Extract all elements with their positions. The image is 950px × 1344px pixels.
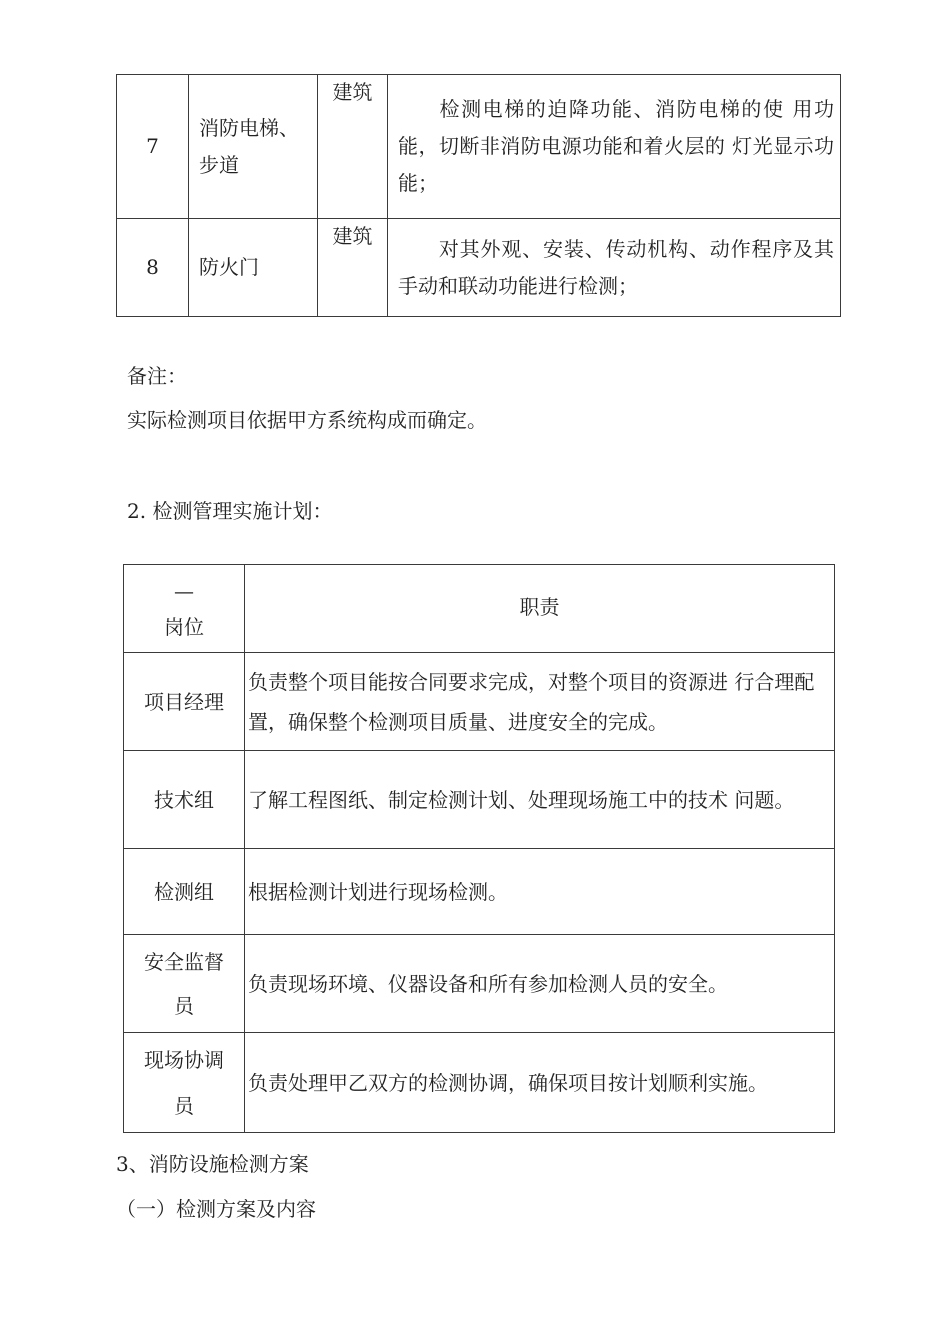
- role-line: 技术组: [154, 787, 214, 812]
- role-cell: [124, 653, 245, 751]
- item-name-line: 消防电梯、: [199, 115, 299, 140]
- section-3-title: 3、消防设施检测方案: [116, 1152, 309, 1176]
- role-cell: [124, 935, 245, 1033]
- inspection-items-table: [116, 74, 841, 317]
- duty-column-header: 职责: [245, 565, 835, 653]
- duty-cell: 负责整个项目能按合同要求完成，对整个项目的资源进 行合理配置，确保整个检测项目质量、进度安全的完成。: [245, 653, 835, 751]
- table-header-row: [124, 565, 835, 653]
- role-line: 员: [174, 1093, 194, 1118]
- duty-cell: 了解工程图纸、制定检测计划、处理现场施工中的技术 问题。: [245, 751, 835, 849]
- roles-table: [123, 564, 835, 1133]
- table-row: [124, 849, 835, 935]
- role-line: 员: [174, 993, 194, 1018]
- item-category: 建筑: [318, 219, 388, 317]
- item-description-text: 检测电梯的迫降功能、消防电梯的使 用功能，切断非消防电源功能和着火层的 灯光显示功能；: [398, 97, 834, 195]
- item-name-line: 步道: [199, 152, 239, 177]
- item-description-text: 对其外观、安装、传动机构、动作程序及其手动和联动功能进行检测；: [398, 236, 834, 298]
- role-line: 检测组: [154, 879, 214, 904]
- item-number: 7: [117, 75, 189, 219]
- item-name: [189, 219, 318, 317]
- duty-cell: 根据检测计划进行现场检测。: [245, 849, 835, 935]
- duty-cell: 负责现场环境、仪器设备和所有参加检测人员的安全。: [245, 935, 835, 1033]
- item-category: 建筑: [318, 75, 388, 219]
- item-description: [388, 219, 841, 317]
- duty-cell: 负责处理甲乙双方的检测协调，确保项目按计划顺利实施。: [245, 1033, 835, 1133]
- header-dash: —: [174, 578, 194, 603]
- table-row: [117, 75, 841, 219]
- table-row: [124, 751, 835, 849]
- table-row: [124, 935, 835, 1033]
- item-name: [189, 75, 318, 219]
- item-description: [388, 75, 841, 219]
- section-2-title: 2. 检测管理实施计划：: [127, 499, 333, 523]
- table-row: [124, 1033, 835, 1133]
- role-line: 项目经理: [144, 689, 224, 714]
- note-label: 备注：: [127, 364, 187, 388]
- item-number: 8: [117, 219, 189, 317]
- header-role-label: 岗位: [164, 614, 204, 639]
- role-cell: [124, 849, 245, 935]
- role-column-header: [124, 565, 245, 653]
- role-line: 现场协调: [144, 1047, 224, 1072]
- note-text: 实际检测项目依据甲方系统构成而确定。: [127, 408, 487, 432]
- role-cell: [124, 1033, 245, 1133]
- table-row: [117, 219, 841, 317]
- item-name-line: 防火门: [199, 255, 259, 279]
- role-cell: [124, 751, 245, 849]
- role-line: 安全监督: [144, 949, 224, 974]
- table-row: [124, 653, 835, 751]
- section-3-subtitle: （一）检测方案及内容: [116, 1197, 316, 1221]
